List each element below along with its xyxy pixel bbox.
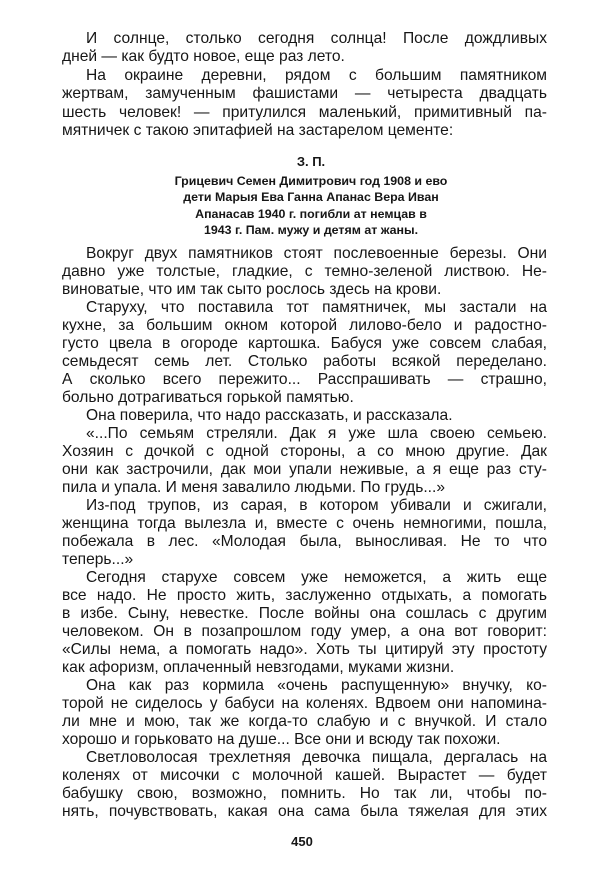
text-line: больно дотрагиваться горькой памятью. [62, 389, 354, 406]
text-line: пила и упала. И меня завалило людьми. По грудь...» [62, 479, 446, 496]
text-line: семьдесят семь лет. Столько работы всякой переделано. [62, 353, 547, 370]
text-line: человеком. Он в позапрошлом году умер, а она вот говорит: [62, 623, 547, 640]
page-number: 450 [291, 834, 313, 849]
epitaph [150, 154, 472, 239]
text-line: Старуху, что поставила тот памятничек, мы застали на [86, 299, 547, 316]
text-line: Вокруг двух памятников стоят послевоенные березы. Они [86, 245, 547, 262]
text-line: нять, почувствовать, какая она сама была тяжелая для этих [62, 803, 547, 820]
text-line: мятничек с такою эпитафией на застарелом цементе: [62, 122, 454, 140]
text-line: Из-под трупов, из сарая, в котором убивали и сжигали, [86, 497, 547, 514]
epitaph-line: 1943 г. Пам. мужу и детям ат жаны. [203, 223, 419, 238]
body-text [62, 245, 547, 821]
text-line: коленях от мисочки с молочной кашей. Вырастет — будет [62, 767, 547, 784]
epitaph-line: Грицевич Семен Димитрович год 1908 и ево [174, 173, 448, 188]
paragraph [62, 67, 547, 141]
paragraph [62, 245, 547, 299]
text-line: дней — как будто новое, еще раз лето. [62, 48, 345, 66]
text-line: Она поверила, что надо рассказать, и рассказала. [86, 407, 453, 424]
paragraph [62, 749, 547, 821]
opening-text [62, 30, 547, 141]
text-line: На окраине деревни, рядом с большим памятником [86, 66, 547, 84]
text-line: шесть человек! — притулился маленький, примитивный па- [62, 103, 547, 121]
paragraph [62, 407, 547, 425]
text-line: кухне, за большим окном которой лилово-бело и радостно- [62, 317, 547, 334]
text-line: Сегодня старухе совсем уже неможется, а жить еще [86, 569, 547, 586]
paragraph [62, 30, 547, 67]
paragraph [62, 497, 547, 569]
text-line: все надо. Не просто жить, заслуженно отдыхать, а помогать [62, 587, 547, 604]
text-line: хорошо и горьковато на душе... Все они и всюду так похожи. [62, 731, 501, 748]
text-line: давно уже толстые, гладкие, с темно-зеленой листвою. Не- [62, 263, 547, 280]
paragraph [62, 569, 547, 677]
text-line: Хозяин с дочкой с одной стороны, а со мною другие. Дак [62, 443, 547, 460]
text-line: А сколько всего пережито... Расспрашивать — страшно, [62, 371, 547, 388]
text-line: как афоризм, оплаченный невзгодами, муками жизни. [62, 659, 455, 676]
text-line: они как застрочили, дак мои упали неживые, а я еще раз сту- [62, 461, 547, 478]
epitaph-heading: З. П. [296, 154, 326, 169]
paragraph [62, 425, 547, 497]
text-line: виноватые, что им так сыто рослось здесь на крови. [62, 281, 442, 298]
text-line: теперь...» [62, 551, 134, 568]
text-line: побежала в лес. «Молодая была, выносливая. Не то что [62, 533, 547, 550]
text-line: И солнце, столько сегодня солнца! После дождливых [86, 30, 547, 47]
text-line: Светловолосая трехлетняя девочка пищала, дергалась на [86, 749, 547, 766]
text-line: торой не сиделось у бабуси на коленях. Вдвоем они напомина- [62, 695, 547, 712]
text-line: «...По семьям стреляли. Дак я уже шла своею семьею. [86, 425, 547, 442]
text-line: в избе. Сыну, невестке. После войны она сошлась с другим [62, 605, 547, 622]
text-line: женщина тогда вылезла и, вместе с очень немногими, пошла, [62, 515, 547, 532]
text-line: ли мне и мою, так же когда-то слабую и с внучкой. И стало [62, 713, 547, 730]
text-line: жертвам, замученным фашистами — четыреста двадцать [62, 85, 547, 103]
text-line: густо цвела в огороде картошка. Бабуся уже совсем слабая, [62, 335, 547, 352]
text-line: «Силы нема, а помогать надо». Хоть ты цитируй эту простоту [62, 641, 547, 658]
paragraph [62, 299, 547, 407]
text-line: Она как раз кормила «очень распущенную» внучку, ко- [86, 677, 547, 694]
epitaph-line: дети Марыя Ева Ганна Апанас Вера Иван [183, 190, 439, 205]
paragraph [62, 677, 547, 749]
epitaph-line: Апанасав 1940 г. погибли ат немцав в [195, 206, 427, 221]
text-line: бабушку свою, возможно, помнить. Но так ли, чтобы по- [62, 785, 547, 802]
